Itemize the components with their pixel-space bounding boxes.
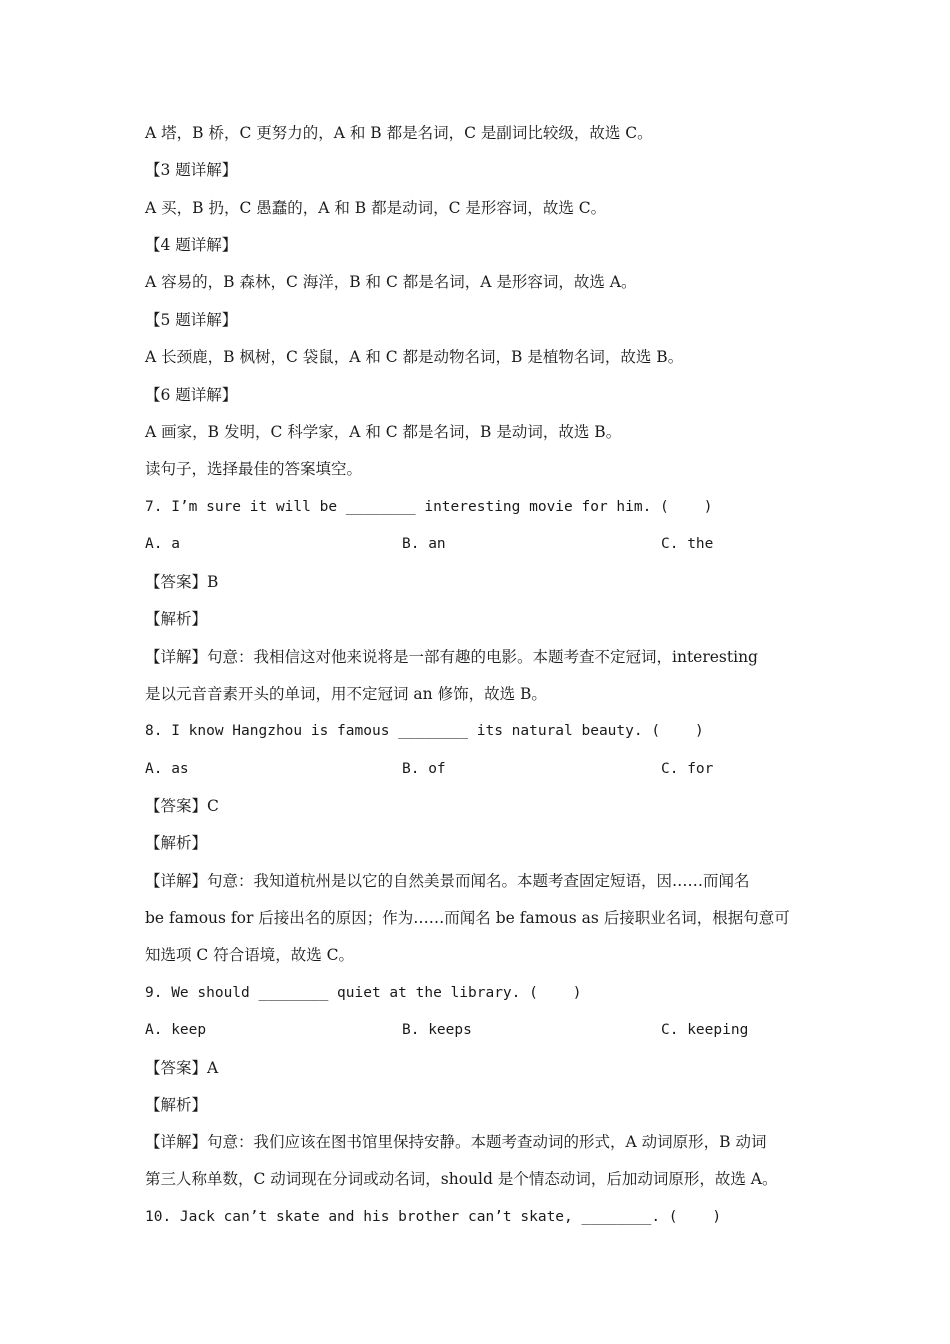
question-8-stem: 8. I know Hangzhou is famous ________ its natural beauty. ( ) [145,723,704,739]
question-8-detail-3: 知选项 C 符合语境，故选 C。 [145,946,355,964]
heading-q3-detail: 【3 题详解】 [145,161,238,179]
question-9-detail-2: 第三人称单数，C 动词现在分词或动名词，should 是个情态动词，后加动词原形，故选 A。 [145,1170,778,1188]
question-9-option-c: C. keeping [661,1022,749,1038]
question-8-option-b: B. of [402,761,446,777]
question-7-option-c: C. the [661,536,714,552]
explanation-2: A 塔，B 桥，C 更努力的，A 和 B 都是名词，C 是副词比较级，故选 C。 [145,124,653,142]
question-9-analysis: 【解析】 [145,1096,208,1114]
section-instruction: 读句子，选择最佳的答案填空。 [145,460,363,478]
question-8-detail-1: 【详解】句意：我知道杭州是以它的自然美景而闻名。本题考查固定短语，因……而闻名 [145,872,750,890]
question-10-stem: 10. Jack can’t skate and his brother can’t skate, ________. ( ) [145,1209,722,1225]
question-8-option-c: C. for [661,761,714,777]
heading-q4-detail: 【4 题详解】 [145,236,238,254]
heading-q5-detail: 【5 题详解】 [145,311,238,329]
question-9-option-a: A. keep [145,1022,207,1038]
explanation-3: A 买，B 扔，C 愚蠢的，A 和 B 都是动词，C 是形容词，故选 C。 [145,199,607,217]
question-9-answer: 【答案】A [145,1059,219,1077]
explanation-5: A 长颈鹿，B 枫树，C 袋鼠，A 和 C 都是动物名词，B 是植物名词，故选 B。 [145,348,684,366]
question-9-stem: 9. We should ________ quiet at the library. ( ) [145,985,582,1001]
question-9-detail-1: 【详解】句意：我们应该在图书馆里保持安静。本题考查动词的形式，A 动词原形，B 动词 [145,1133,767,1151]
question-7-answer: 【答案】B [145,573,219,591]
question-7-detail-1: 【详解】句意：我相信这对他来说将是一部有趣的电影。本题考查不定冠词，interesting [145,648,758,666]
question-7-detail-2: 是以元音音素开头的单词，用不定冠词 an 修饰，故选 B。 [145,685,547,703]
question-7-stem: 7. I’m sure it will be ________ interesting movie for him. ( ) [145,499,713,515]
explanation-6: A 画家，B 发明，C 科学家，A 和 C 都是名词，B 是动词，故选 B。 [145,423,622,441]
question-7-analysis: 【解析】 [145,610,208,628]
question-8-detail-2: be famous for 后接出名的原因；作为……而闻名 be famous as 后接职业名词，根据句意可 [145,909,790,927]
question-8-analysis: 【解析】 [145,834,208,852]
question-9-option-b: B. keeps [402,1022,472,1038]
question-7-option-a: A. a [145,536,180,552]
question-8-answer: 【答案】C [145,797,219,815]
question-8-option-a: A. as [145,761,189,777]
explanation-4: A 容易的，B 森林，C 海洋，B 和 C 都是名词，A 是形容词，故选 A。 [145,273,637,291]
question-7-option-b: B. an [402,536,446,552]
heading-q6-detail: 【6 题详解】 [145,386,238,404]
